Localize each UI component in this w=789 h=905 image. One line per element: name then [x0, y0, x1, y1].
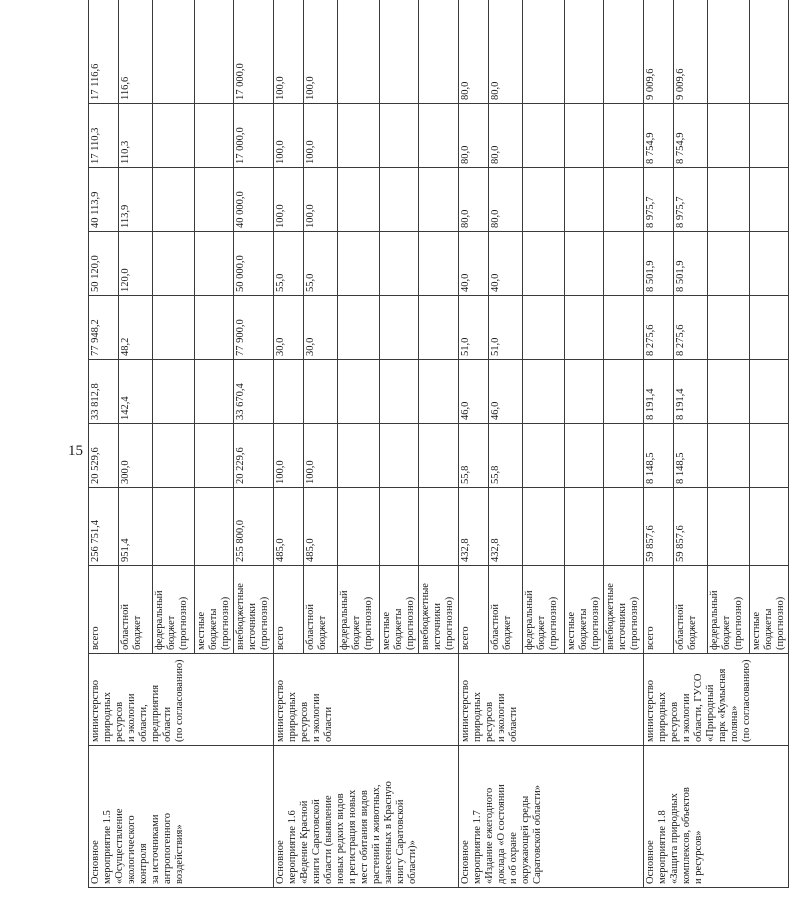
- funding-source-cell: всего: [274, 566, 304, 654]
- year-amount-cell: 100,0: [304, 104, 338, 168]
- year-amount-cell: [338, 296, 380, 360]
- year-amount-cell: [750, 0, 789, 104]
- year-amount-cell: [523, 0, 565, 104]
- year-amount-cell: [523, 296, 565, 360]
- funding-source-cell: федеральный бюджет (прогнозно): [523, 566, 565, 654]
- activity-name-cell: Основное мероприятие 1.7 «Издание ежегодного доклада «О состоянии и об охране окружающей среды Саратовской области»: [459, 746, 644, 888]
- year-amount-cell: 100,0: [274, 104, 304, 168]
- year-amount-cell: [419, 168, 459, 232]
- year-amount-cell: [419, 232, 459, 296]
- year-amount-cell: 80,0: [489, 168, 523, 232]
- year-amount-cell: [195, 424, 234, 488]
- executor-cell: министерство природных ресурсов и экологии области, предприятия области (по согласованию): [89, 654, 274, 746]
- total-amount-cell: [750, 488, 789, 566]
- year-amount-cell: 55,0: [304, 232, 338, 296]
- year-amount-cell: 8 975,7: [644, 168, 674, 232]
- year-amount-cell: [750, 104, 789, 168]
- year-amount-cell: 8 275,6: [644, 296, 674, 360]
- year-amount-cell: 80,0: [489, 0, 523, 104]
- year-amount-cell: 100,0: [304, 424, 338, 488]
- year-amount-cell: 46,0: [489, 360, 523, 424]
- year-amount-cell: [604, 0, 644, 104]
- year-amount-cell: 116,6: [119, 0, 153, 104]
- executor-cell: министерство природных ресурсов и экологии области: [274, 654, 459, 746]
- funding-source-cell: местные бюджеты (прогнозно): [750, 566, 789, 654]
- activity-name-cell: Основное мероприятие 1.8 «Защита природных комплексов, объектов и ресурсов»: [644, 746, 789, 888]
- total-amount-cell: 432,8: [459, 488, 489, 566]
- year-amount-cell: [419, 0, 459, 104]
- year-amount-cell: [523, 168, 565, 232]
- funding-source-cell: федеральный бюджет (прогнозно): [153, 566, 195, 654]
- year-amount-cell: [708, 232, 750, 296]
- total-amount-cell: [523, 488, 565, 566]
- year-amount-cell: [380, 424, 419, 488]
- funding-source-cell: областной бюджет: [119, 566, 153, 654]
- year-amount-cell: 51,0: [489, 296, 523, 360]
- funding-source-cell: местные бюджеты (прогнозно): [380, 566, 419, 654]
- year-amount-cell: [338, 168, 380, 232]
- year-amount-cell: 100,0: [304, 0, 338, 104]
- year-amount-cell: 110,3: [119, 104, 153, 168]
- year-amount-cell: 17 110,3: [89, 104, 119, 168]
- table-row: [459, 0, 489, 888]
- year-amount-cell: [195, 296, 234, 360]
- year-amount-cell: [195, 360, 234, 424]
- total-amount-cell: [380, 488, 419, 566]
- year-amount-cell: 80,0: [459, 168, 489, 232]
- year-amount-cell: [708, 168, 750, 232]
- year-amount-cell: [604, 360, 644, 424]
- funding-source-cell: федеральный бюджет (прогнозно): [708, 566, 750, 654]
- year-amount-cell: 142,4: [119, 360, 153, 424]
- funding-source-cell: внебюджетные источники (прогнозно): [419, 566, 459, 654]
- year-amount-cell: [380, 0, 419, 104]
- activity-name-cell: Основное мероприятие 1.6 «Ведение Красной книги Саратовской области (выявление новых редких видов и регистрация новых мест обитания видов растений и животных, занесенных в Красную книгу Саратовской области)»: [274, 746, 459, 888]
- year-amount-cell: 17 000,0: [234, 104, 274, 168]
- total-amount-cell: [604, 488, 644, 566]
- year-amount-cell: 17 000,0: [234, 0, 274, 104]
- year-amount-cell: [565, 168, 604, 232]
- year-amount-cell: 77 948,2: [89, 296, 119, 360]
- year-amount-cell: 80,0: [489, 104, 523, 168]
- executor-cell: министерство природных ресурсов и экологии области, ГУСО «Природный парк «Кумысная поляна» (по согласованию): [644, 654, 789, 746]
- year-amount-cell: 30,0: [274, 296, 304, 360]
- funding-source-cell: областной бюджет: [489, 566, 523, 654]
- year-amount-cell: 17 116,6: [89, 0, 119, 104]
- year-amount-cell: 33 670,4: [234, 360, 274, 424]
- total-amount-cell: 59 857,6: [644, 488, 674, 566]
- total-amount-cell: [708, 488, 750, 566]
- year-amount-cell: 48,2: [119, 296, 153, 360]
- year-amount-cell: [750, 360, 789, 424]
- year-amount-cell: 40,0: [459, 232, 489, 296]
- funding-source-cell: местные бюджеты (прогнозно): [565, 566, 604, 654]
- year-amount-cell: [338, 360, 380, 424]
- year-amount-cell: [565, 360, 604, 424]
- year-amount-cell: [750, 232, 789, 296]
- year-amount-cell: 113,9: [119, 168, 153, 232]
- year-amount-cell: [338, 0, 380, 104]
- year-amount-cell: 77 900,0: [234, 296, 274, 360]
- year-amount-cell: [195, 0, 234, 104]
- year-amount-cell: 8 191,4: [674, 360, 708, 424]
- total-amount-cell: [565, 488, 604, 566]
- year-amount-cell: [708, 104, 750, 168]
- year-amount-cell: 20 229,6: [234, 424, 274, 488]
- year-amount-cell: 8 501,9: [644, 232, 674, 296]
- table-row: [89, 0, 119, 888]
- activity-name-cell: Основное мероприятие 1.5 «Осуществление экологического контроля за источниками антропогенного воздействия»: [89, 746, 274, 888]
- year-amount-cell: [708, 0, 750, 104]
- year-amount-cell: [338, 104, 380, 168]
- year-amount-cell: 50 120,0: [89, 232, 119, 296]
- year-amount-cell: [195, 104, 234, 168]
- year-amount-cell: [565, 424, 604, 488]
- year-amount-cell: 300,0: [119, 424, 153, 488]
- funding-source-cell: всего: [644, 566, 674, 654]
- year-amount-cell: [153, 424, 195, 488]
- funding-source-cell: федеральный бюджет (прогнозно): [338, 566, 380, 654]
- year-amount-cell: 20 529,6: [89, 424, 119, 488]
- year-amount-cell: 8 754,9: [644, 104, 674, 168]
- year-amount-cell: [153, 296, 195, 360]
- year-amount-cell: [708, 296, 750, 360]
- year-amount-cell: [565, 104, 604, 168]
- year-amount-cell: [523, 424, 565, 488]
- year-amount-cell: 55,8: [489, 424, 523, 488]
- funding-source-cell: всего: [89, 566, 119, 654]
- year-amount-cell: 120,0: [119, 232, 153, 296]
- year-amount-cell: [304, 360, 338, 424]
- total-amount-cell: [338, 488, 380, 566]
- year-amount-cell: [419, 424, 459, 488]
- year-amount-cell: [338, 232, 380, 296]
- year-amount-cell: [419, 296, 459, 360]
- year-amount-cell: 100,0: [274, 168, 304, 232]
- year-amount-cell: 8 148,5: [674, 424, 708, 488]
- year-amount-cell: 9 009,6: [644, 0, 674, 104]
- year-amount-cell: [153, 360, 195, 424]
- page-number: 15: [68, 443, 83, 459]
- year-amount-cell: [195, 232, 234, 296]
- year-amount-cell: [419, 360, 459, 424]
- funding-source-cell: внебюджетные источники (прогнозно): [234, 566, 274, 654]
- total-amount-cell: [195, 488, 234, 566]
- year-amount-cell: 55,8: [459, 424, 489, 488]
- table-row: [644, 0, 674, 888]
- year-amount-cell: 100,0: [274, 424, 304, 488]
- funding-source-cell: всего: [459, 566, 489, 654]
- year-amount-cell: [380, 104, 419, 168]
- year-amount-cell: 40,0: [489, 232, 523, 296]
- year-amount-cell: [380, 232, 419, 296]
- year-amount-cell: [153, 104, 195, 168]
- year-amount-cell: 100,0: [274, 0, 304, 104]
- year-amount-cell: [195, 168, 234, 232]
- year-amount-cell: [380, 360, 419, 424]
- year-amount-cell: [274, 360, 304, 424]
- total-amount-cell: 256 751,4: [89, 488, 119, 566]
- funding-source-cell: внебюджетные источники (прогнозно): [604, 566, 644, 654]
- total-amount-cell: 485,0: [274, 488, 304, 566]
- year-amount-cell: [338, 424, 380, 488]
- funding-source-cell: местные бюджеты (прогнозно): [195, 566, 234, 654]
- year-amount-cell: [708, 360, 750, 424]
- year-amount-cell: 8 501,9: [674, 232, 708, 296]
- year-amount-cell: [523, 360, 565, 424]
- year-amount-cell: 8 275,6: [674, 296, 708, 360]
- year-amount-cell: [708, 424, 750, 488]
- total-amount-cell: 485,0: [304, 488, 338, 566]
- total-amount-cell: 255 800,0: [234, 488, 274, 566]
- year-amount-cell: 80,0: [459, 104, 489, 168]
- year-amount-cell: 8 975,7: [674, 168, 708, 232]
- year-amount-cell: [604, 424, 644, 488]
- year-amount-cell: 80,0: [459, 0, 489, 104]
- year-amount-cell: 40 000,0: [234, 168, 274, 232]
- funding-table: [88, 0, 789, 888]
- year-amount-cell: [604, 168, 644, 232]
- year-amount-cell: 100,0: [304, 168, 338, 232]
- year-amount-cell: [750, 168, 789, 232]
- year-amount-cell: [380, 168, 419, 232]
- funding-source-cell: областной бюджет: [304, 566, 338, 654]
- executor-cell: министерство природных ресурсов и экологии области: [459, 654, 644, 746]
- total-amount-cell: [419, 488, 459, 566]
- year-amount-cell: 9 009,6: [674, 0, 708, 104]
- funding-source-cell: областной бюджет: [674, 566, 708, 654]
- year-amount-cell: [750, 296, 789, 360]
- year-amount-cell: [565, 232, 604, 296]
- year-amount-cell: [604, 296, 644, 360]
- year-amount-cell: [750, 424, 789, 488]
- year-amount-cell: 51,0: [459, 296, 489, 360]
- year-amount-cell: [604, 104, 644, 168]
- year-amount-cell: [565, 296, 604, 360]
- table-row: [274, 0, 304, 888]
- year-amount-cell: [565, 0, 604, 104]
- total-amount-cell: [153, 488, 195, 566]
- year-amount-cell: 33 812,8: [89, 360, 119, 424]
- year-amount-cell: [523, 232, 565, 296]
- year-amount-cell: 46,0: [459, 360, 489, 424]
- year-amount-cell: 8 754,9: [674, 104, 708, 168]
- year-amount-cell: 8 191,4: [644, 360, 674, 424]
- year-amount-cell: 40 113,9: [89, 168, 119, 232]
- year-amount-cell: [523, 104, 565, 168]
- total-amount-cell: 59 857,6: [674, 488, 708, 566]
- year-amount-cell: 30,0: [304, 296, 338, 360]
- year-amount-cell: [153, 232, 195, 296]
- year-amount-cell: [380, 296, 419, 360]
- year-amount-cell: 50 000,0: [234, 232, 274, 296]
- year-amount-cell: [419, 104, 459, 168]
- year-amount-cell: [153, 168, 195, 232]
- year-amount-cell: 55,0: [274, 232, 304, 296]
- total-amount-cell: 951,4: [119, 488, 153, 566]
- year-amount-cell: [153, 0, 195, 104]
- total-amount-cell: 432,8: [489, 488, 523, 566]
- year-amount-cell: [604, 232, 644, 296]
- year-amount-cell: 8 148,5: [644, 424, 674, 488]
